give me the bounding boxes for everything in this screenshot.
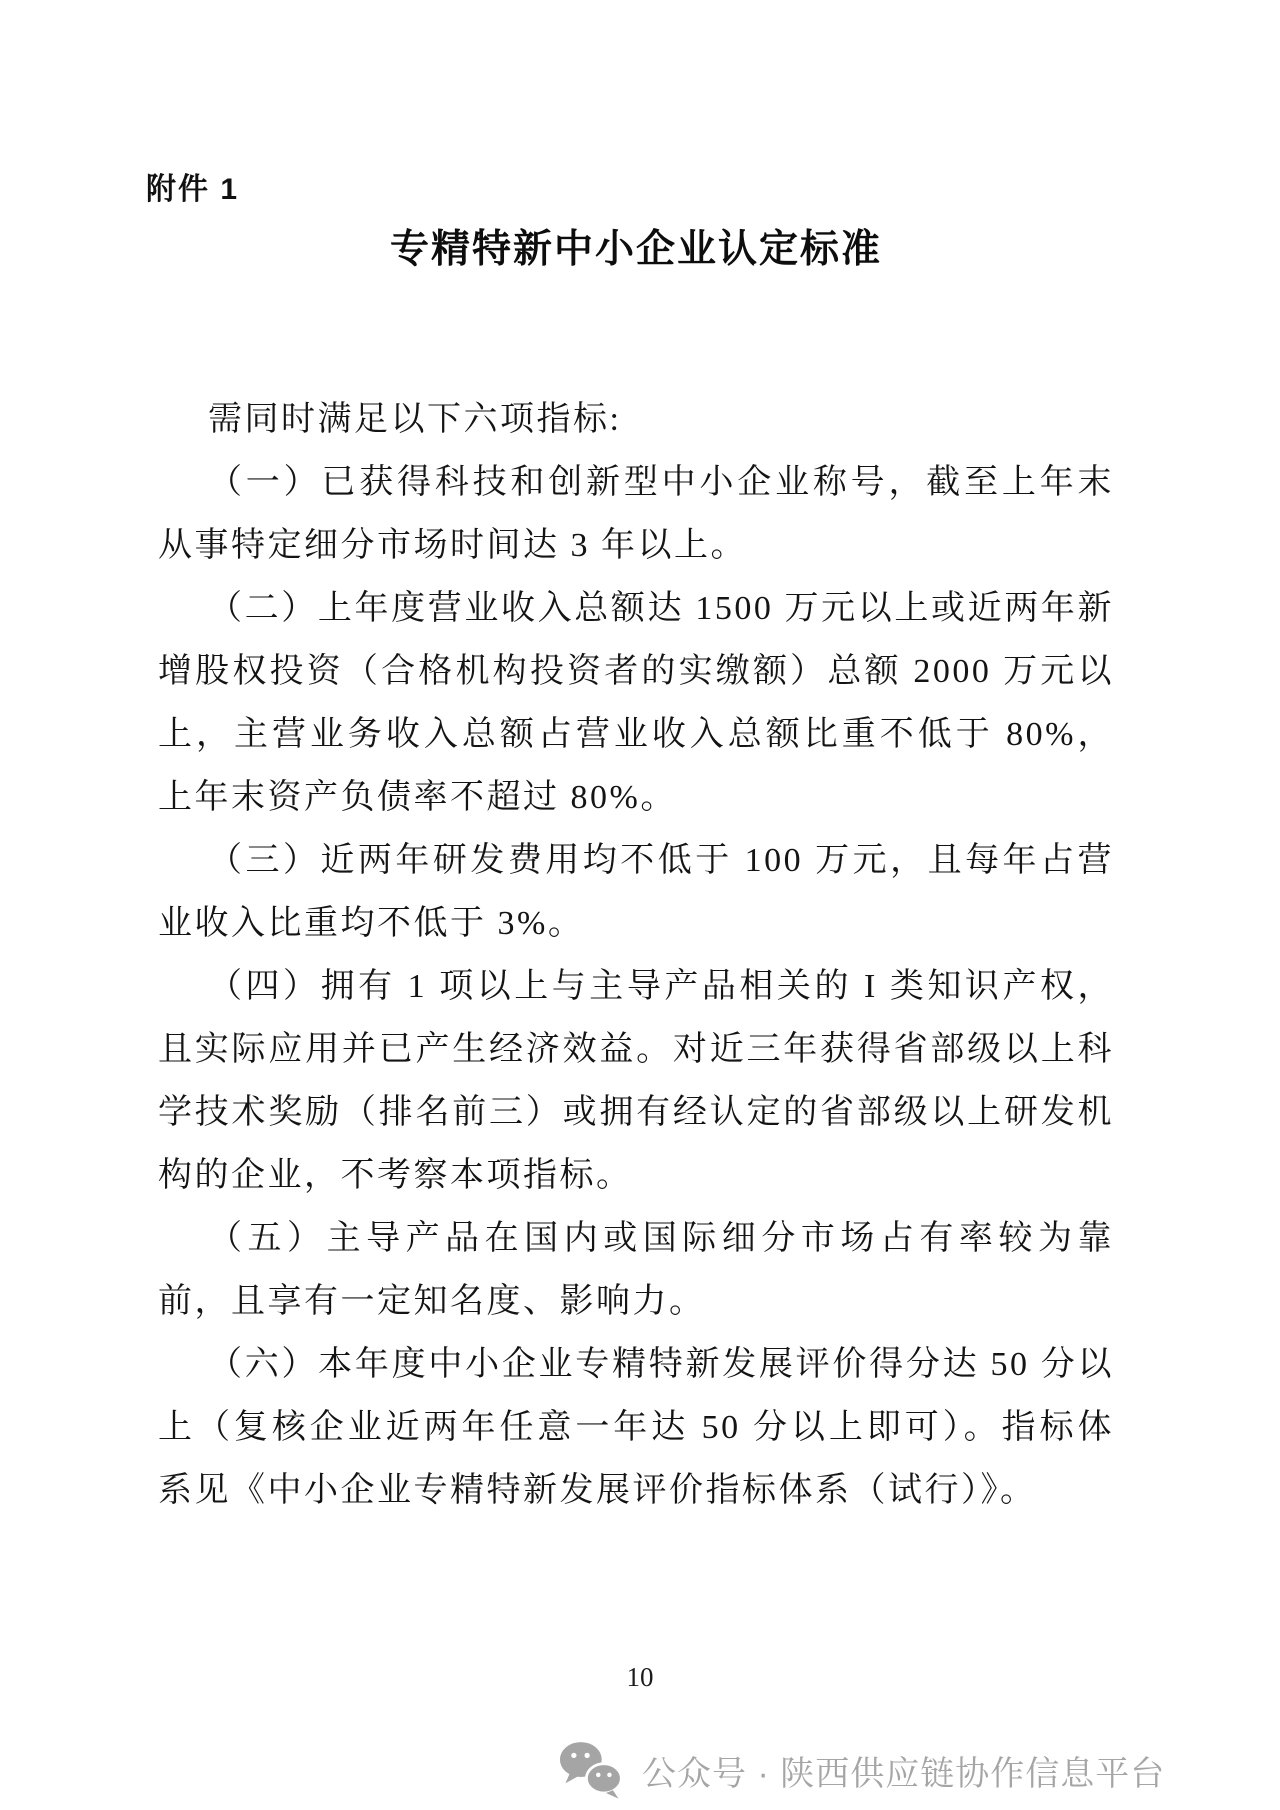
item-paragraph-2: （二）上年度营业收入总额达 1500 万元以上或近两年新增股权投资（合格机构投资者的实缴额）总额 2000 万元以上，主营业务收入总额占营业收入总额比重不低于 80%，上年末资产负债率不超过 80%。 — [158, 590, 1114, 816]
document-body — [158, 388, 1114, 1522]
attachment-label: 附件 1 — [146, 173, 240, 206]
intro-paragraph: 需同时满足以下六项指标: — [208, 401, 622, 438]
wechat-icon — [556, 1740, 628, 1800]
watermark — [556, 1740, 1165, 1800]
item-paragraph-1: （一）已获得科技和创新型中小企业称号，截至上年末从事特定细分市场时间达 3 年以上。 — [158, 464, 1114, 564]
page-title: 专精特新中小企业认定标准 — [389, 228, 882, 271]
item-paragraph-3: （三）近两年研发费用均不低于 100 万元，且每年占营业收入比重均不低于 3%。 — [158, 842, 1114, 942]
item-paragraph-5: （五）主导产品在国内或国际细分市场占有率较为靠前，且享有一定知名度、影响力。 — [158, 1220, 1114, 1320]
item-paragraph-6: （六）本年度中小企业专精特新发展评价得分达 50 分以上（复核企业近两年任意一年达 50 分以上即可）。指标体系见《中小企业专精特新发展评价指标体系（试行）》。 — [158, 1346, 1114, 1509]
watermark-text: 公众号 · 陕西供应链协作信息平台 — [642, 1754, 1166, 1793]
page-number: 10 — [626, 1662, 654, 1692]
item-paragraph-4: （四）拥有 1 项以上与主导产品相关的 I 类知识产权，且实际应用并已产生经济效益。对近三年获得省部级以上科学技术奖励（排名前三）或拥有经认定的省部级以上研发机构的企业，不考察本项指标。 — [158, 968, 1114, 1194]
